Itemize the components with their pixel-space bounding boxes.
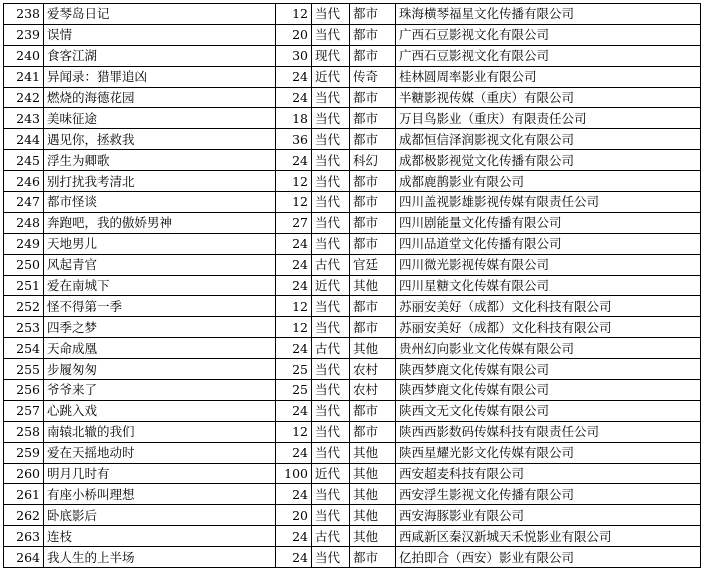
episode-count-cell: 12 <box>276 421 312 442</box>
episode-count-cell: 24 <box>276 400 312 421</box>
episode-count-cell: 27 <box>276 212 312 233</box>
era-cell: 当代 <box>312 400 350 421</box>
episode-count-cell: 24 <box>276 275 312 296</box>
title-cell: 爱在天摇地动时 <box>44 442 276 463</box>
table-row <box>4 212 701 233</box>
serial-number-cell: 239 <box>4 24 44 45</box>
episode-count-cell: 24 <box>276 547 312 568</box>
table-row <box>4 296 701 317</box>
era-cell: 当代 <box>312 233 350 254</box>
genre-cell: 都市 <box>350 233 396 254</box>
company-cell: 西安浮生影视文化传播有限公司 <box>396 484 701 505</box>
table-row <box>4 150 701 171</box>
era-cell: 当代 <box>312 296 350 317</box>
serial-number-cell: 250 <box>4 254 44 275</box>
title-cell: 误情 <box>44 24 276 45</box>
genre-cell: 都市 <box>350 4 396 25</box>
table-row <box>4 171 701 192</box>
table-row <box>4 275 701 296</box>
era-cell: 古代 <box>312 254 350 275</box>
serial-number-cell: 240 <box>4 45 44 66</box>
genre-cell: 其他 <box>350 338 396 359</box>
title-cell: 我人生的上半场 <box>44 547 276 568</box>
table-row <box>4 338 701 359</box>
episode-count-cell: 24 <box>276 526 312 547</box>
serial-number-cell: 238 <box>4 4 44 25</box>
episode-count-cell: 12 <box>276 296 312 317</box>
company-cell: 四川剧能量文化传播有限公司 <box>396 212 701 233</box>
genre-cell: 都市 <box>350 108 396 129</box>
table-row <box>4 24 701 45</box>
episode-count-cell: 24 <box>276 338 312 359</box>
table-row <box>4 484 701 505</box>
serial-number-cell: 249 <box>4 233 44 254</box>
title-cell: 爷爷来了 <box>44 380 276 401</box>
era-cell: 当代 <box>312 442 350 463</box>
title-cell: 天地男儿 <box>44 233 276 254</box>
episode-count-cell: 12 <box>276 4 312 25</box>
genre-cell: 都市 <box>350 171 396 192</box>
company-cell: 珠海横琴福星文化传播有限公司 <box>396 4 701 25</box>
episode-count-cell: 12 <box>276 171 312 192</box>
serial-number-cell: 264 <box>4 547 44 568</box>
serial-number-cell: 245 <box>4 150 44 171</box>
table-row <box>4 400 701 421</box>
company-cell: 半糖影视传媒（重庆）有限公司 <box>396 87 701 108</box>
company-cell: 西安超麦科技有限公司 <box>396 463 701 484</box>
era-cell: 当代 <box>312 505 350 526</box>
episode-count-cell: 12 <box>276 192 312 213</box>
era-cell: 当代 <box>312 108 350 129</box>
genre-cell: 都市 <box>350 24 396 45</box>
episode-count-cell: 36 <box>276 129 312 150</box>
table-row <box>4 526 701 547</box>
era-cell: 当代 <box>312 171 350 192</box>
table-row <box>4 505 701 526</box>
company-cell: 成都鹿鹊影业有限公司 <box>396 171 701 192</box>
serial-number-cell: 252 <box>4 296 44 317</box>
genre-cell: 其他 <box>350 275 396 296</box>
title-cell: 怪不得第一季 <box>44 296 276 317</box>
title-cell: 连枝 <box>44 526 276 547</box>
title-cell: 爱在南城下 <box>44 275 276 296</box>
company-cell: 陕西文无文化传媒有限公司 <box>396 400 701 421</box>
serial-number-cell: 260 <box>4 463 44 484</box>
company-cell: 陕西梦鹿文化传媒有限公司 <box>396 359 701 380</box>
company-cell: 四川微光影视传媒有限公司 <box>396 254 701 275</box>
episode-count-cell: 24 <box>276 150 312 171</box>
genre-cell: 科幻 <box>350 150 396 171</box>
title-cell: 遇见你，拯救我 <box>44 129 276 150</box>
episode-count-cell: 25 <box>276 359 312 380</box>
company-cell: 西咸新区秦汉新城天禾悦影业有限公司 <box>396 526 701 547</box>
genre-cell: 传奇 <box>350 66 396 87</box>
episode-count-cell: 24 <box>276 87 312 108</box>
title-cell: 奔跑吧，我的傲娇男神 <box>44 212 276 233</box>
episode-count-cell: 100 <box>276 463 312 484</box>
table-row <box>4 317 701 338</box>
genre-cell: 其他 <box>350 526 396 547</box>
episode-count-cell: 30 <box>276 45 312 66</box>
table-row <box>4 87 701 108</box>
era-cell: 当代 <box>312 317 350 338</box>
serial-number-cell: 244 <box>4 129 44 150</box>
genre-cell: 都市 <box>350 421 396 442</box>
genre-cell: 都市 <box>350 129 396 150</box>
table-row <box>4 66 701 87</box>
genre-cell: 都市 <box>350 192 396 213</box>
episode-count-cell: 12 <box>276 317 312 338</box>
genre-cell: 其他 <box>350 463 396 484</box>
company-cell: 陕西西影数码传媒科技有限责任公司 <box>396 421 701 442</box>
company-cell: 四川品道堂文化传播有限公司 <box>396 233 701 254</box>
episode-count-cell: 25 <box>276 380 312 401</box>
drama-registration-table <box>3 3 701 568</box>
serial-number-cell: 241 <box>4 66 44 87</box>
genre-cell: 其他 <box>350 484 396 505</box>
title-cell: 浮生为卿歌 <box>44 150 276 171</box>
era-cell: 近代 <box>312 275 350 296</box>
company-cell: 成都恒信泽润影视文化有限公司 <box>396 129 701 150</box>
title-cell: 明月几时有 <box>44 463 276 484</box>
title-cell: 别打扰我考清北 <box>44 171 276 192</box>
title-cell: 异闻录：猎罪追凶 <box>44 66 276 87</box>
company-cell: 万目鸟影业（重庆）有限责任公司 <box>396 108 701 129</box>
serial-number-cell: 254 <box>4 338 44 359</box>
company-cell: 四川星糖文化传媒有限公司 <box>396 275 701 296</box>
era-cell: 古代 <box>312 338 350 359</box>
era-cell: 当代 <box>312 380 350 401</box>
table-row <box>4 108 701 129</box>
genre-cell: 都市 <box>350 317 396 338</box>
company-cell: 广西石豆影视文化有限公司 <box>396 24 701 45</box>
table-row <box>4 192 701 213</box>
company-cell: 苏丽安美好（成都）文化科技有限公司 <box>396 296 701 317</box>
serial-number-cell: 256 <box>4 380 44 401</box>
genre-cell: 都市 <box>350 212 396 233</box>
era-cell: 当代 <box>312 421 350 442</box>
episode-count-cell: 24 <box>276 66 312 87</box>
table-body <box>4 4 701 568</box>
company-cell: 桂林圆周率影业有限公司 <box>396 66 701 87</box>
episode-count-cell: 20 <box>276 505 312 526</box>
table-row <box>4 45 701 66</box>
title-cell: 燃烧的海德花园 <box>44 87 276 108</box>
serial-number-cell: 253 <box>4 317 44 338</box>
serial-number-cell: 258 <box>4 421 44 442</box>
era-cell: 当代 <box>312 4 350 25</box>
company-cell: 陕西梦鹿文化传媒有限公司 <box>396 380 701 401</box>
title-cell: 美味征途 <box>44 108 276 129</box>
title-cell: 食客江湖 <box>44 45 276 66</box>
era-cell: 近代 <box>312 66 350 87</box>
title-cell: 四季之梦 <box>44 317 276 338</box>
title-cell: 南辕北辙的我们 <box>44 421 276 442</box>
episode-count-cell: 24 <box>276 442 312 463</box>
era-cell: 当代 <box>312 87 350 108</box>
company-cell: 广西石豆影视文化有限公司 <box>396 45 701 66</box>
genre-cell: 都市 <box>350 45 396 66</box>
serial-number-cell: 257 <box>4 400 44 421</box>
genre-cell: 农村 <box>350 380 396 401</box>
company-cell: 成都极影视觉文化传播有限公司 <box>396 150 701 171</box>
genre-cell: 都市 <box>350 547 396 568</box>
company-cell: 西安海豚影业有限公司 <box>396 505 701 526</box>
serial-number-cell: 246 <box>4 171 44 192</box>
title-cell: 卧底影后 <box>44 505 276 526</box>
era-cell: 当代 <box>312 212 350 233</box>
era-cell: 现代 <box>312 45 350 66</box>
table-row <box>4 463 701 484</box>
era-cell: 当代 <box>312 129 350 150</box>
table-row <box>4 4 701 25</box>
episode-count-cell: 18 <box>276 108 312 129</box>
title-cell: 有座小桥叫理想 <box>44 484 276 505</box>
serial-number-cell: 248 <box>4 212 44 233</box>
genre-cell: 都市 <box>350 296 396 317</box>
genre-cell: 其他 <box>350 505 396 526</box>
genre-cell: 官廷 <box>350 254 396 275</box>
episode-count-cell: 24 <box>276 254 312 275</box>
serial-number-cell: 261 <box>4 484 44 505</box>
genre-cell: 农村 <box>350 359 396 380</box>
genre-cell: 都市 <box>350 87 396 108</box>
table-row <box>4 547 701 568</box>
serial-number-cell: 242 <box>4 87 44 108</box>
company-cell: 苏丽安美好（成都）文化科技有限公司 <box>396 317 701 338</box>
episode-count-cell: 24 <box>276 233 312 254</box>
company-cell: 贵州幻向影业文化传媒有限公司 <box>396 338 701 359</box>
table-row <box>4 129 701 150</box>
episode-count-cell: 20 <box>276 24 312 45</box>
table-row <box>4 442 701 463</box>
title-cell: 天命成凰 <box>44 338 276 359</box>
serial-number-cell: 251 <box>4 275 44 296</box>
title-cell: 都市怪谈 <box>44 192 276 213</box>
serial-number-cell: 243 <box>4 108 44 129</box>
serial-number-cell: 262 <box>4 505 44 526</box>
serial-number-cell: 263 <box>4 526 44 547</box>
era-cell: 近代 <box>312 463 350 484</box>
era-cell: 当代 <box>312 24 350 45</box>
serial-number-cell: 247 <box>4 192 44 213</box>
company-cell: 四川盖视影雄影视传媒有限责任公司 <box>396 192 701 213</box>
company-cell: 亿拍即合（西安）影业有限公司 <box>396 547 701 568</box>
era-cell: 当代 <box>312 547 350 568</box>
era-cell: 当代 <box>312 192 350 213</box>
era-cell: 当代 <box>312 359 350 380</box>
table-row <box>4 380 701 401</box>
title-cell: 爱琴岛日记 <box>44 4 276 25</box>
company-cell: 陕西星耀光影文化传媒有限公司 <box>396 442 701 463</box>
table-row <box>4 254 701 275</box>
title-cell: 步履匆匆 <box>44 359 276 380</box>
title-cell: 风起青官 <box>44 254 276 275</box>
table-row <box>4 359 701 380</box>
table-row <box>4 233 701 254</box>
table-row <box>4 421 701 442</box>
episode-count-cell: 24 <box>276 484 312 505</box>
serial-number-cell: 255 <box>4 359 44 380</box>
era-cell: 当代 <box>312 484 350 505</box>
title-cell: 心跳入戏 <box>44 400 276 421</box>
serial-number-cell: 259 <box>4 442 44 463</box>
genre-cell: 其他 <box>350 442 396 463</box>
era-cell: 当代 <box>312 150 350 171</box>
genre-cell: 都市 <box>350 400 396 421</box>
era-cell: 古代 <box>312 526 350 547</box>
